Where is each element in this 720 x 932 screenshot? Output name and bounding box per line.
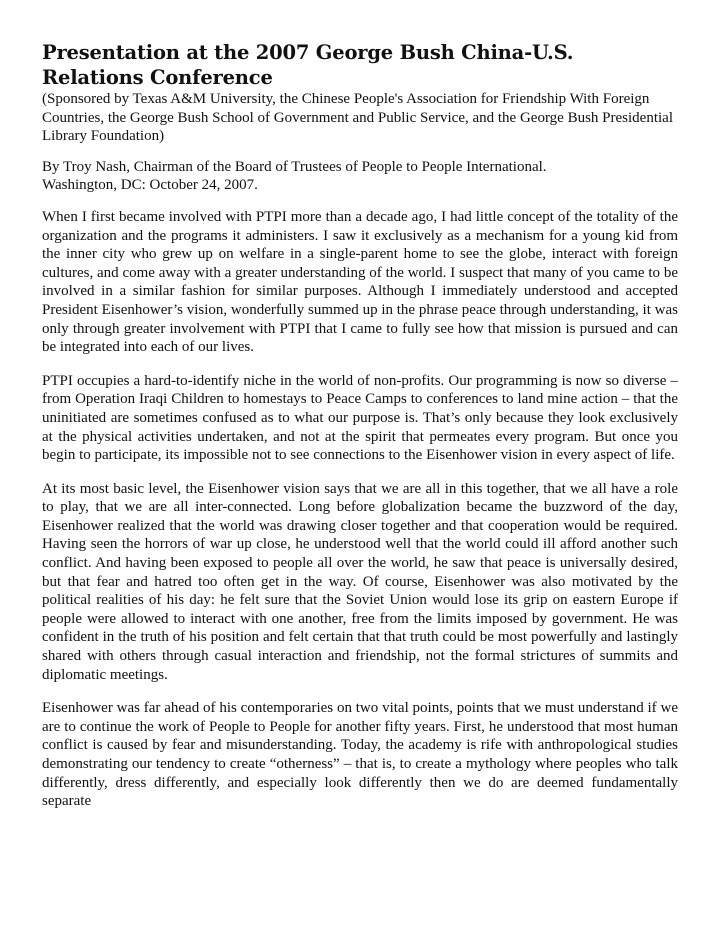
body-paragraph-2: PTPI occupies a hard-to-identify niche in the world of non-profits. Our programming is now so diverse – from Operation Iraqi Children to homestays to Peace Camps to conferences to land mine action – that the uninitiated are sometimes confused as to what our purpose is. That’s only because they look exclusively at the physical activities undertaken, and not at the spirit that permeates every program. But once you begin to participate, its impossible not to see connections to the Eisenhower vision in every aspect of life. (42, 372, 678, 464)
body-paragraph-1: When I first became involved with PTPI more than a decade ago, I had little concept of the totality of the organization and the programs it administers. I saw it exclusively as a mechanism for a young kid from the inner city who grew up on welfare in a single-parent home to see the globe, interact with foreign cultures, and come away with a greater understanding of the world. I suspect that many of you came to be involved in a similar fashion for similar purposes. Although I immediately understood and accepted President Eisenhower’s vision, wonderfully summed up in the phrase peace through understanding, it was only through greater involvement with PTPI that I came to fully see how that mission is pursued and can be integrated into each of our lives. (42, 208, 678, 356)
document-page (42, 40, 678, 826)
body-paragraph-4: Eisenhower was far ahead of his contemporaries on two vital points, points that we must understand if we are to continue the work of People to People for another fifty years. First, he understood that most human conflict is caused by fear and misunderstanding. Today, the academy is rife with anthropological studies demonstrating our tendency to create “otherness” – that is, to create a mythology where peoples who talk differently, dress differently, and especially look differently then we do are deemed fundamentally separate (42, 700, 678, 810)
sponsor-note: (Sponsored by Texas A&M University, the Chinese People's Association for Friendship With Foreign Countries, the George Bush School of Government and Public Service, and the George Bush Presidential Library Foundation) (42, 91, 673, 145)
document-title: Presentation at the 2007 George Bush China-U.S. Relations Conference (42, 41, 574, 89)
byline-author: By Troy Nash, Chairman of the Board of Trustees of People to People International. (42, 158, 547, 175)
byline (42, 158, 678, 195)
body-paragraph-3: At its most basic level, the Eisenhower vision says that we are all in this together, that we all have a role to play, that we are all inter-connected. Long before globalization became the buzzword of the day, Eisenhower realized that the world was drawing closer together and that cooperation would be required. Having seen the horrors of war up close, he understood well that the world could ill afford another such conflict. And having been exposed to people all over the world, he saw that peace is universally desired, but that fear and hatred too often get in the way. Of course, Eisenhower was also motivated by the political realities of his day: he felt sure that the Soviet Union would lose its grip on eastern Europe if people were allowed to interact with one another, free from the limits imposed by government. He was confident in the truth of his position and felt certain that that truth could be most powerfully and lastingly shared with others through casual interaction and friendship, not the formal strictures of summits and diplomatic meetings. (42, 480, 678, 683)
byline-place-date: Washington, DC: October 24, 2007. (42, 177, 258, 194)
